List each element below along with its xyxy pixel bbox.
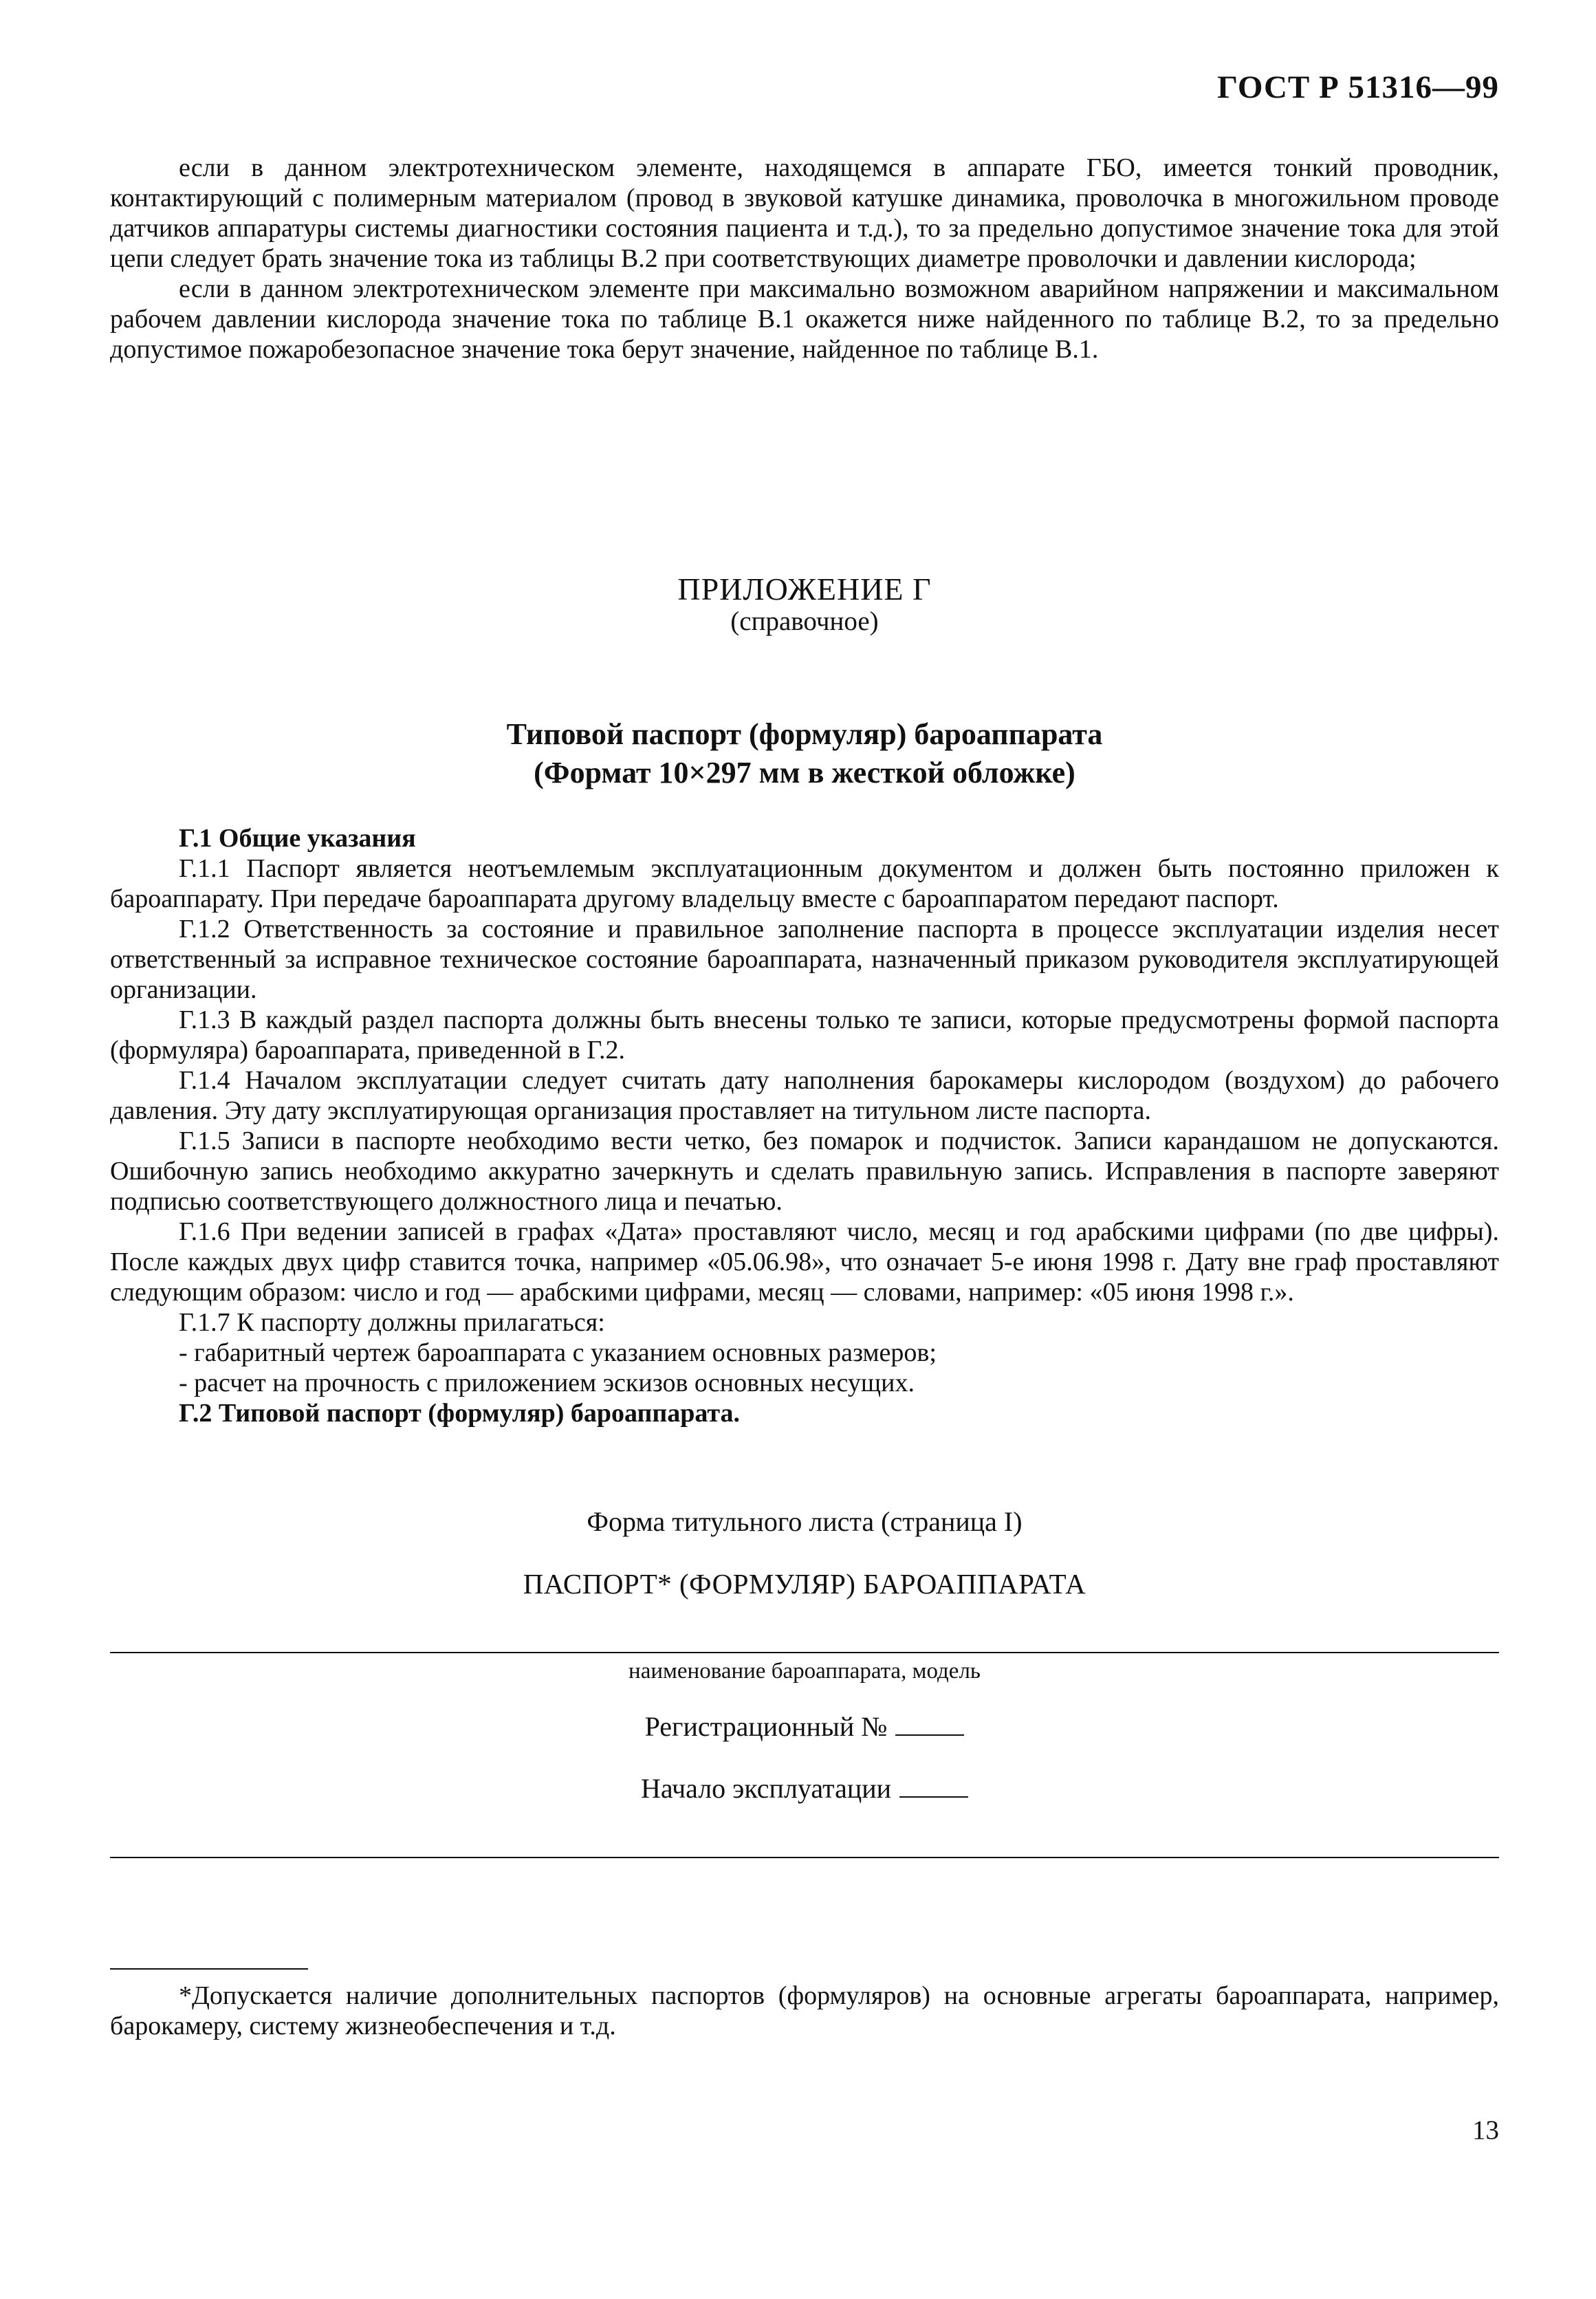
appendix-title: ПРИЛОЖЕНИЕ Г [677,571,932,607]
attachment-list-item: - расчет на прочность с приложением эскизов основных несущих. [179,1369,915,1397]
section-1-item: Г.1.4 Началом эксплуатации следует считать дату наполнения барокамеры кислородом (воздухом) до рабочего давления. Эту дату эксплуатирующая организация проставляет на титульном листе паспорта. [110,1066,1499,1125]
section-1 [110,823,1499,1428]
footnote-separator [110,1968,308,1970]
footnote: *Допускается наличие дополнительных паспортов (формуляров) на основные агрегаты бароаппарата, например, барокамеру, систему жизнеобеспечения и т.д. [110,1981,1499,2040]
section-1-item: Г.1.1 Паспорт является неотъемлемым эксплуатационным документом и должен быть постоянно приложен к бароаппарату. При передаче бароаппарата другому владельцу вместе с бароаппаратом передают паспорт. [110,854,1499,913]
registration-blank [895,1714,964,1736]
section-1-item: Г.1.3 В каждый раздел паспорта должны быть внесены только те записи, которые предусмотрены формой паспорта (формуляра) бароаппарата, приведенной в Г.2. [110,1005,1499,1065]
section-2-heading: Г.2 Типовой паспорт (формуляр) бароаппарата. [179,1399,741,1428]
section-1-item: Г.1.5 Записи в паспорте необходимо вести четко, без помарок и подчисток. Записи карандашом не допускаются. Ошибочную запись необходимо аккуратно зачеркнуть и сделать правильную запись. Исправления в паспорте заверяют подписью соответствующего должностного лица и печатью. [110,1126,1499,1216]
start-label: Начало эксплуатации [640,1773,892,1804]
document-title-line-1: Типовой паспорт (формуляр) бароаппарата [506,717,1103,751]
appendix-subtitle: (справочное) [730,607,879,636]
section-1-heading: Г.1 Общие указания [179,824,416,853]
section-1-item: Г.1.2 Ответственность за состояние и правильное заполнение паспорта в процессе эксплуатации изделия несет ответственный за исправное техническое состояние бароаппарата, назначенный приказом руководителя эксплуатирующей организации. [110,915,1499,1004]
attachment-list-item: - габаритный чертеж бароаппарата с указанием основных размеров; [179,1338,937,1367]
section-1-item: Г.1.7 К паспорту должны прилагаться: [179,1308,605,1337]
passport-title: ПАСПОРТ* (ФОРМУЛЯР) БАРОАППАРАТА [523,1568,1086,1600]
start-blank [899,1776,968,1798]
document-title [110,715,1499,792]
continuation-text [110,153,1499,364]
document-title-line-2: (Формат 10×297 мм в жесткой обложке) [534,756,1075,789]
page-number: 13 [1472,2115,1499,2145]
title-page-form-label: Форма титульного листа (страница I) [587,1506,1023,1537]
name-caption: наименование бароаппарата, модель [628,1659,981,1684]
registration-label: Регистрационный № [644,1711,888,1742]
continuation-paragraph-2: если в данном электротехническом элементе при максимально возможном аварийном напряжении и максимальном рабочем давлении кислорода значение тока по таблице В.1 окажется ниже найденного по таблице В.2, то за предельно допустимое пожаробезопасное значение тока берут значение, найденное по таблице В.1. [110,274,1499,364]
bottom-form-rule [110,1857,1499,1858]
name-input-line [110,1652,1499,1653]
registration-field [110,1711,1499,1743]
document-page [110,0,1499,2299]
start-date-field [110,1773,1499,1805]
standard-header: ГОСТ Р 51316—99 [1217,69,1499,105]
section-1-item: Г.1.6 При ведении записей в графах «Дата» проставляют число, месяц и год арабскими цифрами (по две цифры). После каждых двух цифр ставится точка, например «05.06.98», что означает 5-е июня 1998 г. Дату вне граф проставляют следующим образом: число и год — арабскими цифрами, месяц — словами, например: «05 июня 1998 г.». [110,1217,1499,1307]
continuation-paragraph-1: если в данном электротехническом элементе, находящемся в аппарате ГБО, имеется тонкий проводник, контактирующий с полимерным материалом (провод в звуковой катушке динамика, проволочка в многожильном проводе датчиков аппаратуры системы диагностики состояния пациента и т.д.), то за предельно допустимое значение тока для этой цепи следует брать значение тока из таблицы В.2 при соответствующих диаметре проволочки и давлении кислорода; [110,153,1499,273]
